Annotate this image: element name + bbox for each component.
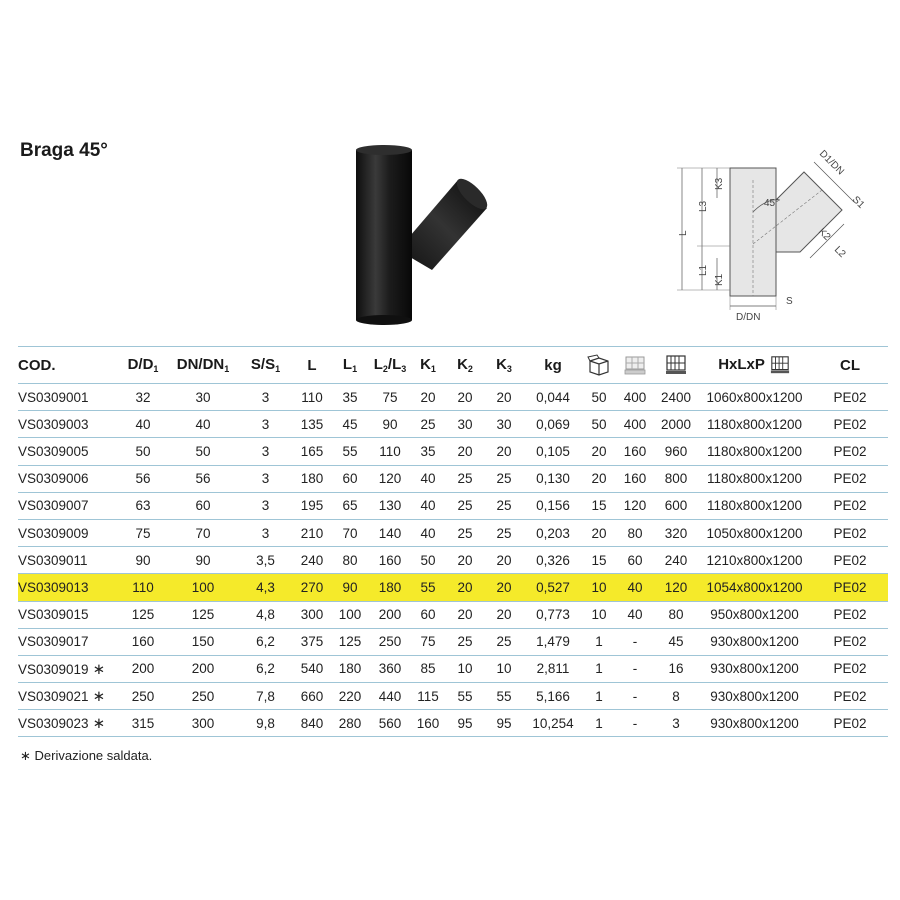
cell-k1: 160 [411, 710, 445, 737]
cell-box-qty: 15 [583, 547, 615, 574]
table-row [18, 465, 888, 492]
cell-box-qty: 1 [583, 628, 615, 655]
cell-l: 840 [293, 710, 331, 737]
technical-diagram [672, 140, 870, 330]
diagram-label-l: L [678, 230, 689, 236]
cell-k2: 20 [445, 601, 485, 628]
cell-kg: 1,479 [523, 628, 583, 655]
cell-k2: 10 [445, 655, 485, 682]
cell-l1: 80 [331, 547, 369, 574]
cell-dims: 950x800x1200 [697, 601, 812, 628]
cell-kg: 2,811 [523, 655, 583, 682]
cell-dims: 1060x800x1200 [697, 384, 812, 411]
welded-branch-star: ∗ [92, 660, 106, 678]
diagram-label-k2: K2 [815, 226, 833, 243]
cell-l2-l3: 90 [369, 411, 411, 438]
col-header-l2-l3: $L_2/L_3$ [369, 347, 411, 384]
page-title: Braga 45° [20, 140, 108, 161]
cell-k2: 25 [445, 519, 485, 546]
cell-k2: 30 [445, 411, 485, 438]
cell-pallet-qty: 80 [655, 601, 697, 628]
table-row [18, 683, 888, 710]
cell-s: 3 [238, 465, 293, 492]
cell-s: 3,5 [238, 547, 293, 574]
cell-d: 200 [118, 655, 168, 682]
cell-dims: 930x800x1200 [697, 710, 812, 737]
diagram-label-ddn: D/DN [736, 312, 761, 323]
cell-dims: 1054x800x1200 [697, 574, 812, 601]
col-header-d: $D/D_1$ [118, 347, 168, 384]
cell-code: VS0309013 [18, 574, 118, 601]
cell-k1: 60 [411, 601, 445, 628]
cell-l2-l3: 160 [369, 547, 411, 574]
cell-pallet-layer-qty: - [615, 628, 655, 655]
cell-kg: 0,527 [523, 574, 583, 601]
cell-pallet-layer-qty: 60 [615, 547, 655, 574]
cell-cl: PE02 [812, 628, 888, 655]
cell-k1: 75 [411, 628, 445, 655]
cell-pallet-layer-qty: - [615, 710, 655, 737]
cell-pallet-qty: 2000 [655, 411, 697, 438]
cell-l1: 60 [331, 465, 369, 492]
cell-s: 3 [238, 384, 293, 411]
cell-code: VS0309005 [18, 438, 118, 465]
cell-l2-l3: 200 [369, 601, 411, 628]
cell-dims: 1180x800x1200 [697, 438, 812, 465]
cell-k1: 115 [411, 683, 445, 710]
cell-cl: PE02 [812, 574, 888, 601]
cell-l2-l3: 180 [369, 574, 411, 601]
welded-branch-star: ∗ [92, 715, 106, 733]
box-icon [587, 354, 611, 376]
cell-box-qty: 20 [583, 519, 615, 546]
cell-k2: 20 [445, 574, 485, 601]
cell-pallet-layer-qty: 120 [615, 492, 655, 519]
cell-pallet-qty: 8 [655, 683, 697, 710]
cell-l: 300 [293, 601, 331, 628]
cell-s: 9,8 [238, 710, 293, 737]
cell-pallet-layer-qty: 40 [615, 601, 655, 628]
welded-branch-star: ∗ [92, 688, 106, 706]
table-row [18, 384, 888, 411]
diagram-label-l3: L3 [698, 200, 709, 212]
cell-l1: 125 [331, 628, 369, 655]
cell-kg: 0,130 [523, 465, 583, 492]
table-row [18, 411, 888, 438]
cell-dn: 70 [168, 519, 238, 546]
cell-kg: 0,044 [523, 384, 583, 411]
cell-cl: PE02 [812, 465, 888, 492]
cell-s: 6,2 [238, 655, 293, 682]
cell-pallet-layer-qty: 40 [615, 574, 655, 601]
cell-k3: 20 [485, 438, 523, 465]
cell-l1: 55 [331, 438, 369, 465]
cell-pallet-qty: 960 [655, 438, 697, 465]
cell-kg: 0,773 [523, 601, 583, 628]
table-row [18, 655, 888, 682]
cell-box-qty: 1 [583, 655, 615, 682]
cell-l2-l3: 360 [369, 655, 411, 682]
cell-k3: 10 [485, 655, 523, 682]
col-header-l: L [293, 347, 331, 384]
cell-s: 3 [238, 492, 293, 519]
cell-l: 135 [293, 411, 331, 438]
cell-dims: 1210x800x1200 [697, 547, 812, 574]
cell-dn: 300 [168, 710, 238, 737]
table-row [18, 547, 888, 574]
pallet-stack-icon [769, 355, 791, 375]
cell-kg: 0,069 [523, 411, 583, 438]
cell-code: VS0309001 [18, 384, 118, 411]
cell-d: 250 [118, 683, 168, 710]
cell-code: VS0309006 [18, 465, 118, 492]
cell-code: VS0309009 [18, 519, 118, 546]
cell-l2-l3: 440 [369, 683, 411, 710]
cell-k1: 35 [411, 438, 445, 465]
cell-dims: 1180x800x1200 [697, 492, 812, 519]
cell-dims: 930x800x1200 [697, 628, 812, 655]
diagram-label-s: S [786, 296, 793, 307]
cell-pallet-layer-qty: 400 [615, 384, 655, 411]
cell-pallet-layer-qty: 160 [615, 438, 655, 465]
cell-dn: 40 [168, 411, 238, 438]
cell-l2-l3: 250 [369, 628, 411, 655]
cell-l: 165 [293, 438, 331, 465]
cell-dn: 200 [168, 655, 238, 682]
cell-cl: PE02 [812, 601, 888, 628]
cell-cl: PE02 [812, 547, 888, 574]
diagram-label-l1: L1 [698, 264, 709, 276]
product-photo [340, 140, 500, 325]
cell-dims: 1180x800x1200 [697, 465, 812, 492]
pallet-layer-icon [623, 354, 647, 376]
diagram-label-k3: K3 [714, 177, 725, 190]
cell-pallet-qty: 320 [655, 519, 697, 546]
cell-l2-l3: 110 [369, 438, 411, 465]
cell-l2-l3: 140 [369, 519, 411, 546]
cell-k2: 25 [445, 492, 485, 519]
cell-l1: 180 [331, 655, 369, 682]
cell-l1: 280 [331, 710, 369, 737]
cell-code: VS0309019 ∗ [18, 655, 118, 682]
cell-l2-l3: 560 [369, 710, 411, 737]
cell-l1: 100 [331, 601, 369, 628]
cell-pallet-qty: 45 [655, 628, 697, 655]
cell-k1: 40 [411, 465, 445, 492]
col-header-kg: kg [523, 347, 583, 384]
cell-cl: PE02 [812, 519, 888, 546]
cell-dims: 1180x800x1200 [697, 411, 812, 438]
cell-s: 6,2 [238, 628, 293, 655]
cell-l1: 65 [331, 492, 369, 519]
cell-dn: 250 [168, 683, 238, 710]
diagram-label-s1: S1 [849, 194, 867, 211]
cell-l: 180 [293, 465, 331, 492]
cell-code: VS0309015 [18, 601, 118, 628]
cell-cl: PE02 [812, 438, 888, 465]
cell-k3: 95 [485, 710, 523, 737]
cell-code: VS0309003 [18, 411, 118, 438]
cell-cl: PE02 [812, 492, 888, 519]
cell-l: 210 [293, 519, 331, 546]
table-row [18, 710, 888, 737]
cell-pallet-qty: 3 [655, 710, 697, 737]
table-row [18, 519, 888, 546]
col-header-k2: $K_2$ [445, 347, 485, 384]
diagram-label-k1: K1 [714, 273, 725, 286]
cell-code: VS0309017 [18, 628, 118, 655]
cell-l1: 45 [331, 411, 369, 438]
cell-k2: 20 [445, 547, 485, 574]
cell-k2: 95 [445, 710, 485, 737]
col-header-k1: $K_1$ [411, 347, 445, 384]
cell-kg: 0,105 [523, 438, 583, 465]
cell-s: 3 [238, 411, 293, 438]
cell-box-qty: 10 [583, 601, 615, 628]
cell-pallet-layer-qty: - [615, 683, 655, 710]
cell-pallet-qty: 600 [655, 492, 697, 519]
cell-box-qty: 50 [583, 411, 615, 438]
cell-l: 195 [293, 492, 331, 519]
cell-code: VS0309021 ∗ [18, 683, 118, 710]
cell-dn: 90 [168, 547, 238, 574]
cell-pallet-qty: 120 [655, 574, 697, 601]
col-header-s: $S/S_1$ [238, 347, 293, 384]
cell-dn: 50 [168, 438, 238, 465]
cell-box-qty: 20 [583, 465, 615, 492]
cell-d: 63 [118, 492, 168, 519]
cell-k3: 20 [485, 384, 523, 411]
table-row [18, 628, 888, 655]
cell-l2-l3: 130 [369, 492, 411, 519]
cell-k1: 25 [411, 411, 445, 438]
cell-k2: 25 [445, 628, 485, 655]
cell-box-qty: 1 [583, 683, 615, 710]
cell-kg: 0,203 [523, 519, 583, 546]
cell-pallet-qty: 16 [655, 655, 697, 682]
cell-s: 3 [238, 519, 293, 546]
table-row [18, 601, 888, 628]
cell-cl: PE02 [812, 683, 888, 710]
footnote: ∗ Derivazione saldata. [20, 748, 153, 763]
col-header-code: COD. [18, 347, 118, 384]
cell-k2: 20 [445, 438, 485, 465]
cell-k3: 30 [485, 411, 523, 438]
cell-k3: 25 [485, 492, 523, 519]
cell-box-qty: 1 [583, 710, 615, 737]
cell-kg: 10,254 [523, 710, 583, 737]
cell-l: 270 [293, 574, 331, 601]
cell-d: 315 [118, 710, 168, 737]
cell-s: 4,3 [238, 574, 293, 601]
col-header-k3: $K_3$ [485, 347, 523, 384]
cell-dims: 1050x800x1200 [697, 519, 812, 546]
cell-d: 160 [118, 628, 168, 655]
cell-pallet-layer-qty: - [615, 655, 655, 682]
col-header-dims: HxLxP [697, 347, 812, 384]
cell-l1: 70 [331, 519, 369, 546]
cell-k3: 20 [485, 601, 523, 628]
cell-k3: 25 [485, 628, 523, 655]
table-row [18, 492, 888, 519]
cell-l1: 220 [331, 683, 369, 710]
cell-cl: PE02 [812, 384, 888, 411]
cell-k1: 55 [411, 574, 445, 601]
cell-k3: 20 [485, 547, 523, 574]
cell-k1: 40 [411, 519, 445, 546]
cell-kg: 5,166 [523, 683, 583, 710]
cell-d: 75 [118, 519, 168, 546]
cell-d: 90 [118, 547, 168, 574]
col-header-dn: $DN/DN_1$ [168, 347, 238, 384]
cell-k3: 25 [485, 465, 523, 492]
cell-kg: 0,156 [523, 492, 583, 519]
diagram-label-angle: 45° [764, 198, 780, 209]
cell-code: VS0309011 [18, 547, 118, 574]
cell-k1: 40 [411, 492, 445, 519]
cell-k1: 20 [411, 384, 445, 411]
cell-l: 240 [293, 547, 331, 574]
cell-dn: 150 [168, 628, 238, 655]
cell-kg: 0,326 [523, 547, 583, 574]
col-header-pallet-full [655, 347, 697, 384]
cell-d: 110 [118, 574, 168, 601]
pallet-stack-icon [664, 354, 688, 376]
cell-cl: PE02 [812, 655, 888, 682]
cell-pallet-layer-qty: 160 [615, 465, 655, 492]
cell-pallet-qty: 800 [655, 465, 697, 492]
table-row [18, 438, 888, 465]
cell-s: 4,8 [238, 601, 293, 628]
cell-l1: 90 [331, 574, 369, 601]
cell-s: 3 [238, 438, 293, 465]
diagram-label-l2: L2 [831, 244, 848, 260]
cell-dn: 100 [168, 574, 238, 601]
cell-k1: 85 [411, 655, 445, 682]
cell-k1: 50 [411, 547, 445, 574]
cell-k3: 20 [485, 574, 523, 601]
table-row-highlighted [18, 574, 888, 601]
cell-pallet-qty: 2400 [655, 384, 697, 411]
cell-k2: 25 [445, 465, 485, 492]
cell-pallet-layer-qty: 80 [615, 519, 655, 546]
cell-l: 540 [293, 655, 331, 682]
col-header-box [583, 347, 615, 384]
cell-k2: 55 [445, 683, 485, 710]
cell-d: 56 [118, 465, 168, 492]
cell-pallet-qty: 240 [655, 547, 697, 574]
cell-k3: 25 [485, 519, 523, 546]
cell-dn: 60 [168, 492, 238, 519]
cell-cl: PE02 [812, 411, 888, 438]
cell-l1: 35 [331, 384, 369, 411]
product-table [18, 346, 888, 737]
cell-d: 40 [118, 411, 168, 438]
cell-code: VS0309007 [18, 492, 118, 519]
cell-dims: 930x800x1200 [697, 683, 812, 710]
cell-k2: 20 [445, 384, 485, 411]
cell-l2-l3: 75 [369, 384, 411, 411]
cell-d: 125 [118, 601, 168, 628]
cell-k3: 55 [485, 683, 523, 710]
cell-box-qty: 20 [583, 438, 615, 465]
diagram-label-d1dn: D1/DN [816, 148, 846, 178]
cell-l: 660 [293, 683, 331, 710]
col-header-pallet-layer [615, 347, 655, 384]
cell-l2-l3: 120 [369, 465, 411, 492]
cell-box-qty: 15 [583, 492, 615, 519]
table-header-row [18, 347, 888, 384]
cell-dn: 56 [168, 465, 238, 492]
cell-s: 7,8 [238, 683, 293, 710]
cell-l: 375 [293, 628, 331, 655]
cell-d: 50 [118, 438, 168, 465]
cell-code: VS0309023 ∗ [18, 710, 118, 737]
cell-d: 32 [118, 384, 168, 411]
cell-pallet-layer-qty: 400 [615, 411, 655, 438]
cell-dn: 125 [168, 601, 238, 628]
col-header-l1: $L_1$ [331, 347, 369, 384]
cell-dn: 30 [168, 384, 238, 411]
cell-box-qty: 50 [583, 384, 615, 411]
cell-box-qty: 10 [583, 574, 615, 601]
col-header-cl: CL [812, 347, 888, 384]
cell-dims: 930x800x1200 [697, 655, 812, 682]
cell-l: 110 [293, 384, 331, 411]
cell-cl: PE02 [812, 710, 888, 737]
